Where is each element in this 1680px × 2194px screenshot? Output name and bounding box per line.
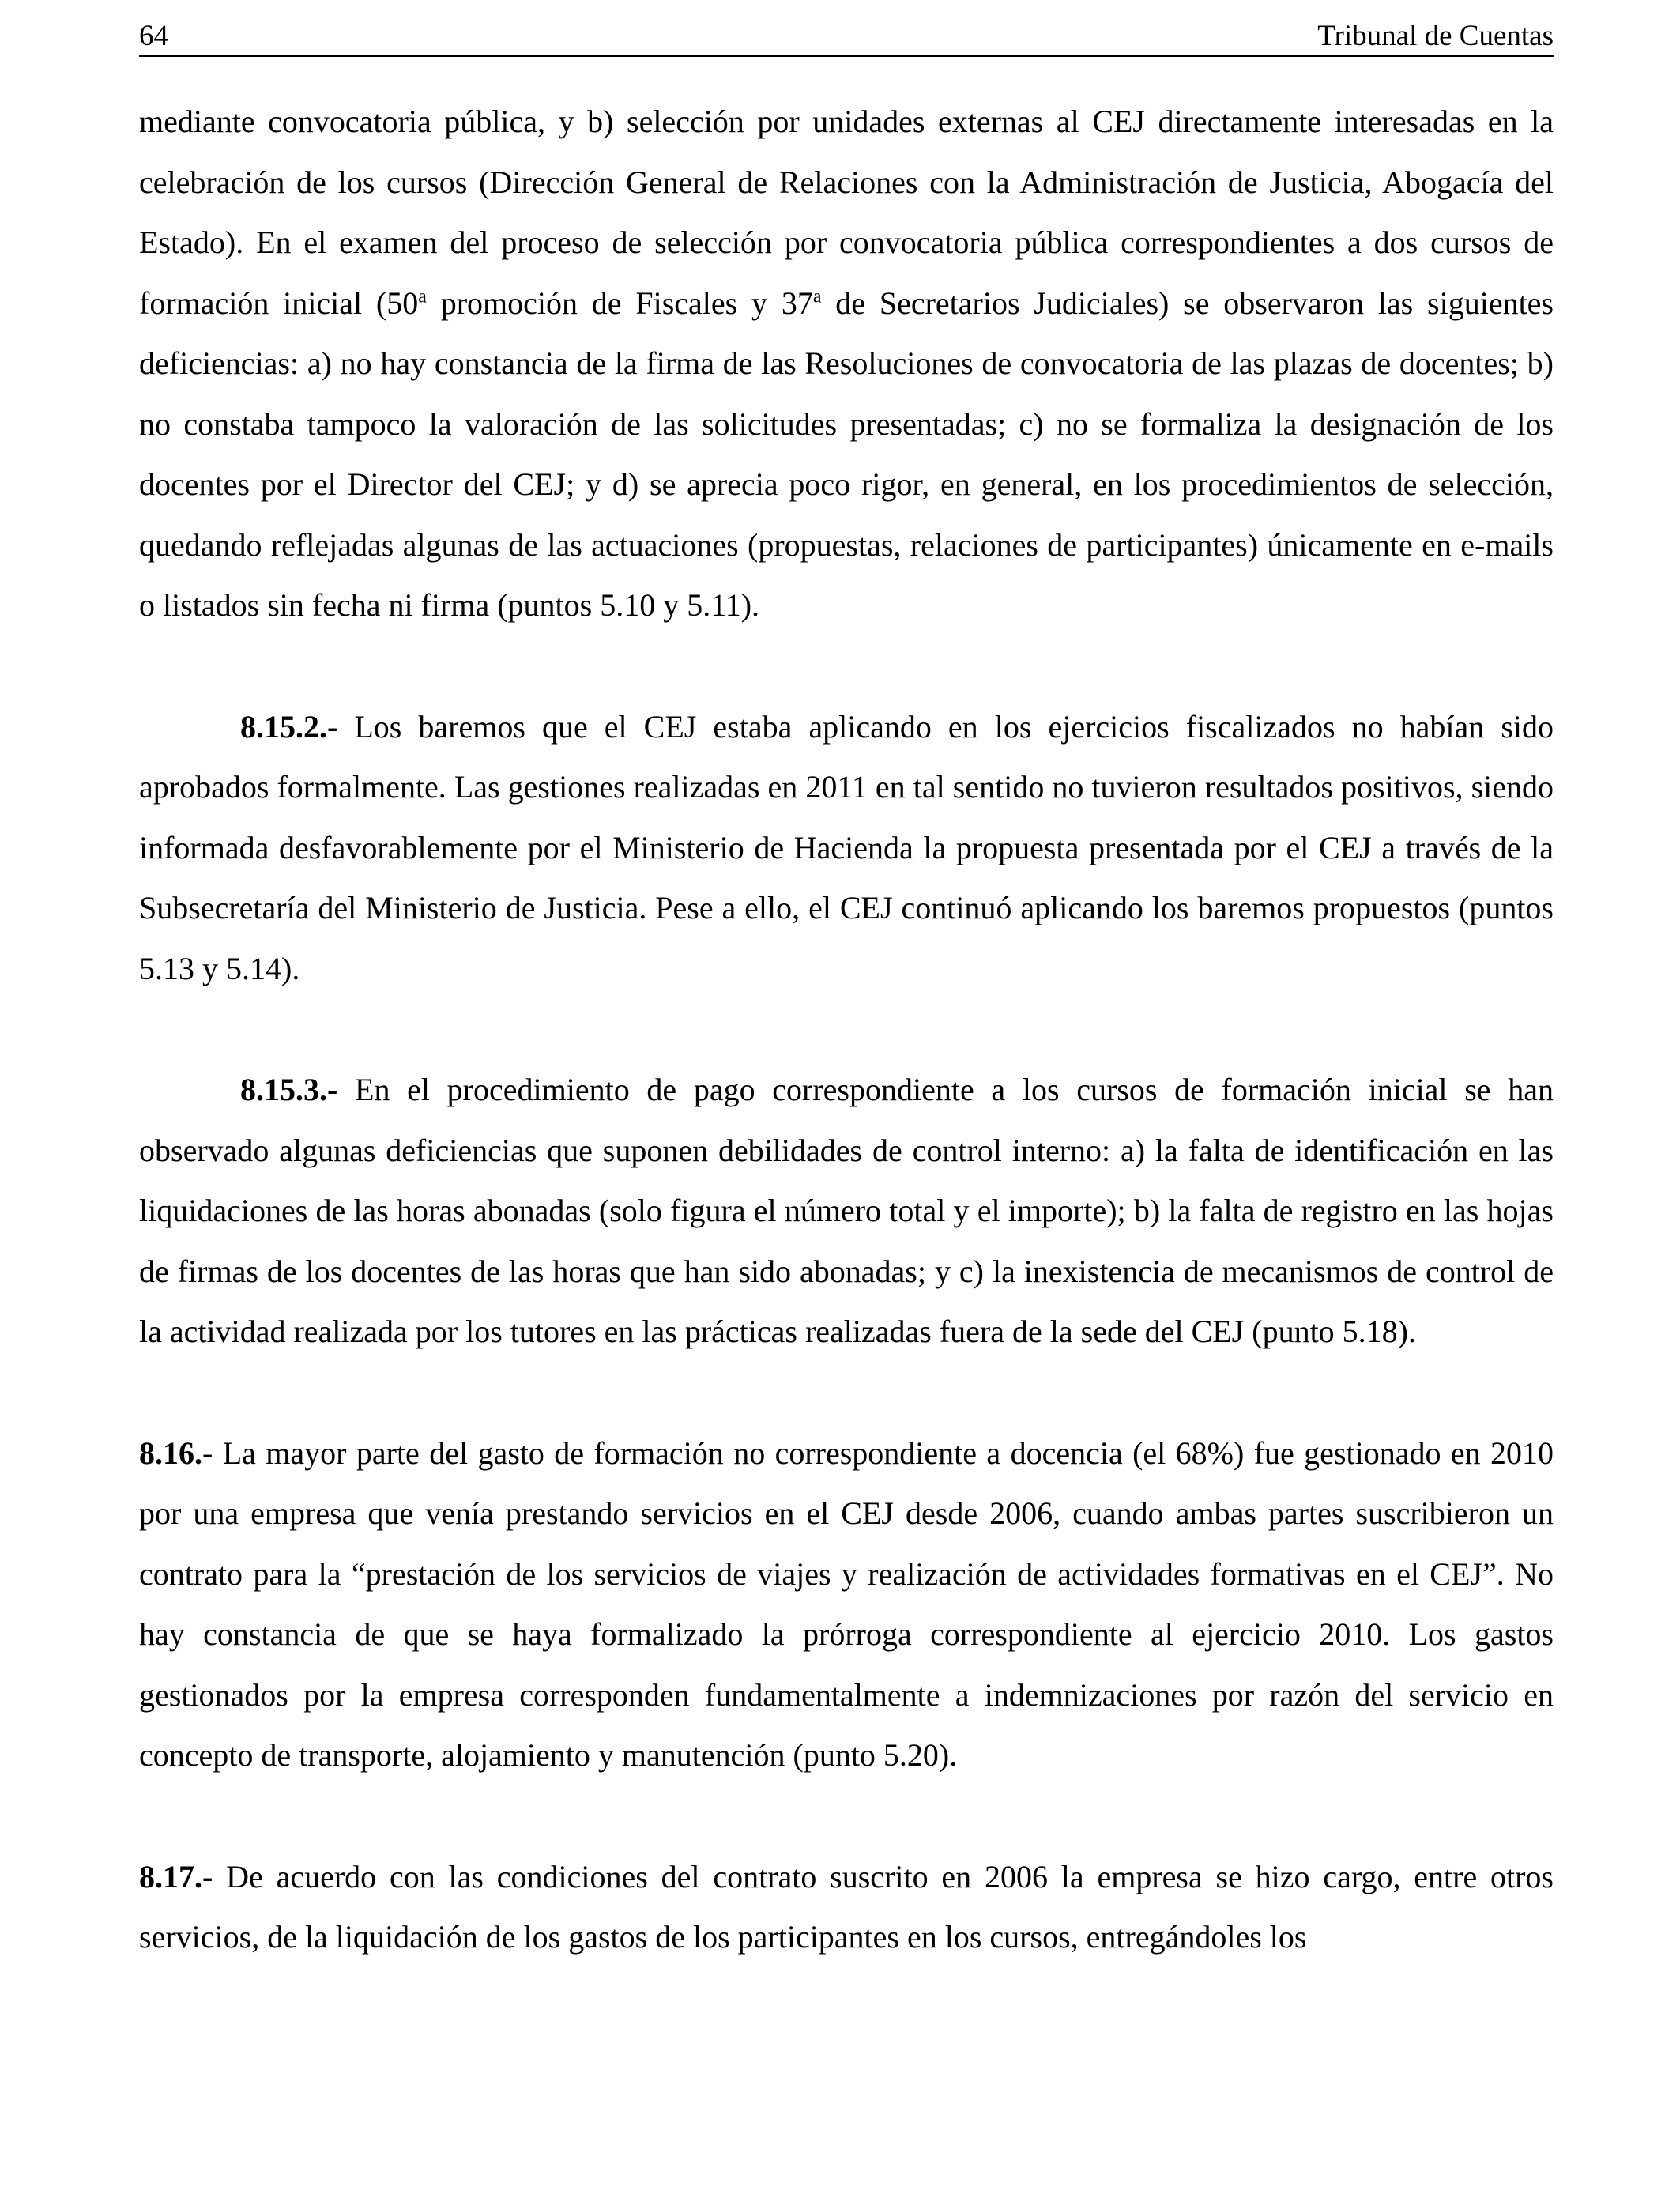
paragraph-text: La mayor parte del gasto de formación no correspondiente a docencia (el 68%) fue gestionado en 2010 por una empresa que venía prestando servicios en el CEJ desde 2006, cuando ambas partes suscribieron un contrato para la “prestación de los servicios de viajes y realización de actividades formativas en el CEJ”. No hay constancia de que se haya formalizado la prórroga correspondiente al ejercicio 2010. Los gastos gestionados por la empresa corresponden fundamentalmente a indemnizaciones por razón del servicio en concepto de transporte, alojamiento y manutención (punto 5.20). bbox=[139, 1434, 1554, 1773]
paragraph-text: promoción de Fiscales y 37 bbox=[426, 285, 813, 321]
paragraph-8-15-3 bbox=[139, 1060, 1554, 1363]
section-number: 8.15.2.- bbox=[240, 708, 338, 745]
document-body bbox=[139, 92, 1554, 1968]
paragraph-8-16 bbox=[139, 1423, 1554, 1786]
ordinal-superscript: a bbox=[812, 286, 822, 307]
paragraph-continued bbox=[139, 92, 1554, 636]
page-number: 64 bbox=[139, 20, 168, 52]
paragraph-8-17 bbox=[139, 1847, 1554, 1968]
page-header bbox=[139, 17, 1554, 57]
section-number: 8.17.- bbox=[139, 1858, 213, 1894]
section-number: 8.16.- bbox=[139, 1434, 213, 1471]
paragraph-text: mediante convocatoria pública, y b) selección por unidades externas al CEJ directamente interesadas en la celebración de los cursos (Dirección General de Relaciones con la Administración de Justicia, Abogacía del Estado). En el examen del proceso de selección por convocatoria pública correspondientes a dos cursos de formación inicial (50 bbox=[139, 104, 1554, 321]
section-number: 8.15.3.- bbox=[240, 1072, 338, 1107]
header-organization: Tribunal de Cuentas bbox=[1317, 20, 1554, 52]
paragraph-gap bbox=[139, 1363, 1554, 1423]
ordinal-superscript: a bbox=[418, 286, 427, 307]
paragraph-text: En el procedimiento de pago correspondiente a los cursos de formación inicial se han observado algunas deficiencias que suponen debilidades de control interno: a) la falta de identificación en las liquidaciones de las horas abonadas (solo figura el número total y el importe); b) la falta de registro en las hojas de firmas de los docentes de las horas que han sido abonadas; y c) la inexistencia de mecanismos de control de la actividad realizada por los tutores en las prácticas realizadas fuera de la sede del CEJ (punto 5.18). bbox=[139, 1072, 1554, 1349]
paragraph-text: De acuerdo con las condiciones del contrato suscrito en 2006 la empresa se hizo cargo, entre otros servicios, de la liquidación de los gastos de los participantes en los cursos, entregándoles los bbox=[139, 1858, 1554, 1955]
paragraph-8-15-2 bbox=[139, 697, 1554, 1000]
paragraph-text: Los baremos que el CEJ estaba aplicando en los ejercicios fiscalizados no habían sido aprobados formalmente. Las gestiones realizadas en 2011 en tal sentido no tuvieron resultados positivos, siendo informada desfavorablemente por el Ministerio de Hacienda la propuesta presentada por el CEJ a través de la Subsecretaría del Ministerio de Justicia. Pese a ello, el CEJ continuó aplicando los baremos propuestos (puntos 5.13 y 5.14). bbox=[139, 708, 1554, 986]
paragraph-gap bbox=[139, 1786, 1554, 1847]
paragraph-gap bbox=[139, 999, 1554, 1060]
paragraph-gap bbox=[139, 636, 1554, 697]
paragraph-text: de Secretarios Judiciales) se observaron las siguientes deficiencias: a) no hay constancia de la firma de las Resoluciones de convocatoria de las plazas de docentes; b) no constaba tampoco la valoración de las solicitudes presentadas; c) no se formaliza la designación de los docentes por el Director del CEJ; y d) se aprecia poco rigor, en general, en los procedimientos de selección, quedando reflejadas algunas de las actuaciones (propuestas, relaciones de participantes) únicamente en e-mails o listados sin fecha ni firma (puntos 5.10 y 5.11). bbox=[139, 285, 1554, 623]
